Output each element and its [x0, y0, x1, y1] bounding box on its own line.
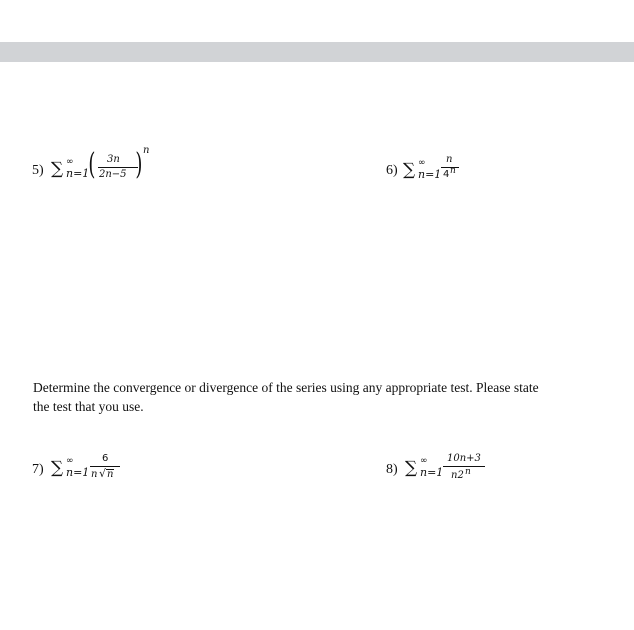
denominator-coefficient: n [91, 469, 98, 480]
denominator: 2n−5 [99, 169, 127, 180]
square-root-sign: √ [99, 467, 107, 480]
exponent: n [143, 145, 150, 156]
sum-lower-limit: n=1 [418, 168, 442, 181]
sum-upper-limit: ∞ [420, 456, 428, 466]
sum-lower-limit: n=1 [66, 466, 90, 479]
problem-number: 6) [386, 163, 398, 178]
sigma-symbol: ∑ [405, 458, 418, 478]
denominator-exponent: n [465, 467, 471, 477]
sum-lower-limit: n=1 [66, 167, 90, 180]
problem-number: 7) [32, 462, 44, 477]
sum-lower-limit: n=1 [420, 466, 444, 479]
denominator-base: n2 [451, 470, 464, 481]
numerator: 3n [107, 154, 120, 165]
numerator: 10n+3 [447, 453, 481, 464]
fraction-bar [98, 167, 138, 168]
instructions-line-1: Determine the convergence or divergence of the series using any appropriate test. Please state [33, 380, 539, 395]
problem-number: 8) [386, 462, 398, 477]
top-gray-bar [0, 42, 634, 62]
denominator-radicand: n [107, 469, 114, 480]
sigma-symbol: ∑ [403, 160, 416, 180]
sum-upper-limit: ∞ [66, 456, 74, 466]
denominator-exponent: n [450, 166, 456, 176]
left-paren: ( [88, 147, 96, 182]
sum-upper-limit: ∞ [66, 157, 74, 167]
instructions-paragraph [33, 378, 603, 416]
sigma-symbol: ∑ [51, 458, 64, 478]
problem-number: 5) [32, 163, 44, 178]
right-paren: ) [135, 147, 143, 182]
instructions-line-2: the test that you use. [33, 399, 144, 414]
numerator: 6 [102, 453, 109, 464]
sigma-symbol: ∑ [51, 159, 64, 179]
numerator: n [446, 154, 453, 165]
sum-upper-limit: ∞ [418, 158, 426, 168]
denominator-base: 4 [443, 169, 450, 180]
fraction-bar [443, 466, 485, 467]
